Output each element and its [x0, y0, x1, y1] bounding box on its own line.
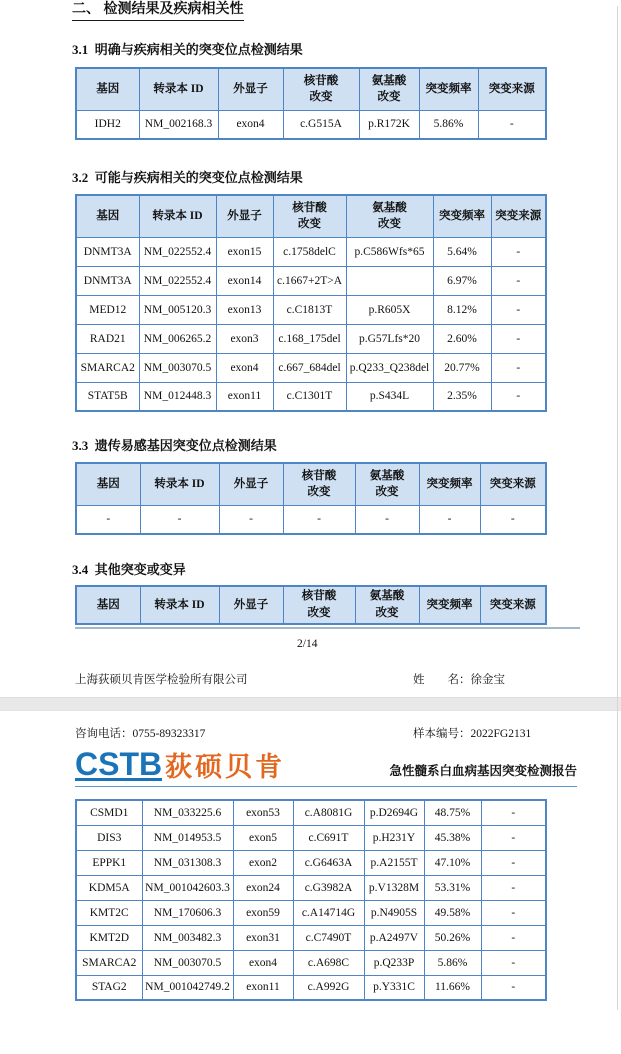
- table-header: [76, 463, 546, 505]
- col-line: 氨基酸: [369, 590, 405, 603]
- col-transcript: 转录本 ID: [139, 195, 216, 237]
- table-cell: -: [481, 975, 546, 1000]
- table-cell: exon53: [233, 800, 293, 825]
- col-gene: 基因: [76, 463, 140, 505]
- table-cell: DIS3: [76, 825, 142, 850]
- table-header-row: [76, 68, 546, 110]
- table-cell: c.G6463A: [293, 850, 364, 875]
- table-cell: -: [480, 505, 546, 534]
- table-cell: EPPK1: [76, 850, 142, 875]
- table-cell: c.C691T: [293, 825, 364, 850]
- table-body: [76, 505, 546, 534]
- table-cell: -: [481, 900, 546, 925]
- col-line: 改变: [298, 218, 321, 231]
- table-cell: exon2: [233, 850, 293, 875]
- col-transcript: 转录本 ID: [140, 586, 219, 624]
- col-line: 氨基酸: [371, 74, 407, 87]
- table-cell: 48.75%: [424, 800, 481, 825]
- table-cell: NM_002168.3: [139, 110, 218, 139]
- table-cell: exon3: [216, 324, 273, 353]
- page-right-edge: [617, 6, 618, 1010]
- table-row: [76, 382, 546, 411]
- table-row: [76, 266, 546, 295]
- table-header-row: [76, 586, 546, 624]
- col-line: 核苷酸: [303, 74, 339, 87]
- table-cell: -: [481, 850, 546, 875]
- table-cell: NM_012448.3: [139, 382, 216, 411]
- table-cell: NM_022552.4: [139, 237, 216, 266]
- table-cell: 11.66%: [424, 975, 481, 1000]
- table-cell: p.V1328M: [364, 875, 424, 900]
- section-3-1-title: 3.1 明确与疾病相关的突变位点检测结果: [72, 42, 303, 57]
- col-nt-change: [283, 586, 355, 624]
- table-cell: -: [140, 505, 219, 534]
- table-cell: -: [491, 353, 546, 382]
- table-cell: -: [491, 295, 546, 324]
- table-cell: exon15: [216, 237, 273, 266]
- table-cell: NM_003070.5: [139, 353, 216, 382]
- table-cell: p.Y331C: [364, 975, 424, 1000]
- table-3-4: [75, 585, 547, 625]
- table-cell: 5.86%: [424, 950, 481, 975]
- table-header-row: [76, 195, 546, 237]
- table-cell: p.R172K: [359, 110, 419, 139]
- table-cell: p.A2155T: [364, 850, 424, 875]
- table-cell: p.S434L: [346, 382, 433, 411]
- table-cell: 49.58%: [424, 900, 481, 925]
- col-mutation-frequency: 突变频率: [419, 463, 480, 505]
- section-3-2-title: 3.2 可能与疾病相关的突变位点检测结果: [72, 170, 303, 185]
- table-cell: 45.38%: [424, 825, 481, 850]
- table-cell: exon13: [216, 295, 273, 324]
- table-cell: -: [481, 925, 546, 950]
- table-cell: c.A14714G: [293, 900, 364, 925]
- col-mutation-origin: 突变来源: [480, 463, 546, 505]
- table-cell: NM_031308.3: [142, 850, 233, 875]
- col-line: 改变: [309, 91, 333, 104]
- table-row: [76, 353, 546, 382]
- table-cell: 50.26%: [424, 925, 481, 950]
- col-aa-change: [355, 463, 419, 505]
- col-mutation-frequency: 突变频率: [419, 586, 480, 624]
- table-row: [76, 110, 546, 139]
- sample-id: 样本编号：2022FG2131: [413, 728, 532, 740]
- table-cell: -: [481, 875, 546, 900]
- table-cell: DNMT3A: [76, 237, 139, 266]
- table-cell: NM_001042749.2: [142, 975, 233, 1000]
- col-line: 改变: [375, 486, 399, 499]
- table-3-2: [75, 194, 547, 412]
- company-name: 上海荻硕贝肯医学检验所有限公司: [75, 674, 248, 686]
- table-cell: -: [481, 950, 546, 975]
- col-mutation-frequency: 突变频率: [433, 195, 491, 237]
- table-header: [76, 586, 546, 624]
- table-cell: -: [491, 266, 546, 295]
- table-cell: p.C586Wfs*65: [346, 237, 433, 266]
- col-line: 核苷酸: [301, 469, 337, 482]
- table-cell: RAD21: [76, 324, 139, 353]
- table-cell: 2.35%: [433, 382, 491, 411]
- table-cell: NM_005120.3: [139, 295, 216, 324]
- table-cell: CSMD1: [76, 800, 142, 825]
- col-aa-change: [346, 195, 433, 237]
- table-cell: NM_033225.6: [142, 800, 233, 825]
- table-cell: c.C1813T: [273, 295, 346, 324]
- table-row: [76, 975, 546, 1000]
- patient-name: 姓 名：徐金宝: [413, 674, 505, 686]
- table-cell: c.C1301T: [273, 382, 346, 411]
- table-cell: 20.77%: [433, 353, 491, 382]
- table-cell: c.C7490T: [293, 925, 364, 950]
- company-phone: 咨询电话：0755-89323317: [75, 728, 206, 740]
- table-3-1: [75, 67, 547, 140]
- table-cell: 8.12%: [433, 295, 491, 324]
- table-cell: -: [219, 505, 283, 534]
- table-row: [76, 850, 546, 875]
- col-aa-change: [355, 586, 419, 624]
- col-mutation-origin: 突变来源: [491, 195, 546, 237]
- section-2-heading-clipped: [72, 0, 621, 15]
- table-header-row: [76, 463, 546, 505]
- col-exon: 外显子: [218, 68, 283, 110]
- page-2-header: [75, 746, 577, 787]
- table-cell: exon14: [216, 266, 273, 295]
- table-cell: c.1758delC: [273, 237, 346, 266]
- report-title: 急性髓系白血病基因突变检测报告: [389, 764, 577, 778]
- table-cell: 2.60%: [433, 324, 491, 353]
- table-cell: exon4: [218, 110, 283, 139]
- table-cell: IDH2: [76, 110, 139, 139]
- table-cell: p.R605X: [346, 295, 433, 324]
- table-row: [76, 237, 546, 266]
- continuation-table-wrap: [0, 799, 621, 1001]
- table-cell: 5.86%: [419, 110, 478, 139]
- table-cell: exon5: [233, 825, 293, 850]
- table-cell: p.H231Y: [364, 825, 424, 850]
- col-line: 核苷酸: [301, 590, 337, 603]
- col-mutation-origin: 突变来源: [480, 586, 546, 624]
- col-transcript: 转录本 ID: [139, 68, 218, 110]
- table-header: [76, 68, 546, 110]
- col-nt-change: [283, 68, 359, 110]
- table-cell: KMT2D: [76, 925, 142, 950]
- col-line: 氨基酸: [369, 469, 405, 482]
- table-cell: NM_022552.4: [139, 266, 216, 295]
- table-cell: -: [355, 505, 419, 534]
- table-cell: p.N4905S: [364, 900, 424, 925]
- col-nt-change: [273, 195, 346, 237]
- table-cell: -: [76, 505, 140, 534]
- table-cell: exon11: [216, 382, 273, 411]
- table-cell: exon24: [233, 875, 293, 900]
- table-cell: DNMT3A: [76, 266, 139, 295]
- col-mutation-origin: 突变来源: [478, 68, 546, 110]
- table-body: [76, 110, 546, 139]
- table-cell: MED12: [76, 295, 139, 324]
- table-cell: STAG2: [76, 975, 142, 1000]
- table-cell: -: [491, 382, 546, 411]
- table-cell: KMT2C: [76, 900, 142, 925]
- table-cell: 47.10%: [424, 850, 481, 875]
- col-gene: 基因: [76, 195, 139, 237]
- table-cell: -: [283, 505, 355, 534]
- table-row: [76, 800, 546, 825]
- col-line: 氨基酸: [372, 201, 407, 214]
- table-cell: 53.31%: [424, 875, 481, 900]
- table-cell: c.168_175del: [273, 324, 346, 353]
- table-cell: c.G3982A: [293, 875, 364, 900]
- table-cell: -: [491, 324, 546, 353]
- col-exon: 外显子: [219, 463, 283, 505]
- col-line: 改变: [307, 607, 331, 619]
- col-exon: 外显子: [216, 195, 273, 237]
- table-cell: c.1667+2T>A: [273, 266, 346, 295]
- table-cell: p.Q233P: [364, 950, 424, 975]
- table-cell: p.D2694G: [364, 800, 424, 825]
- col-nt-change: [283, 463, 355, 505]
- table-cell: p.A2497V: [364, 925, 424, 950]
- table-3-4-continued: [75, 799, 547, 1001]
- table-cell: KDM5A: [76, 875, 142, 900]
- table-row: [76, 295, 546, 324]
- col-line: 改变: [378, 218, 401, 231]
- table-row: [76, 900, 546, 925]
- table-cell: exon31: [233, 925, 293, 950]
- table-cell: p.Q233_Q238del: [346, 353, 433, 382]
- col-gene: 基因: [76, 68, 139, 110]
- table-header: [76, 195, 546, 237]
- table-cell: exon59: [233, 900, 293, 925]
- table-cell: NM_170606.3: [142, 900, 233, 925]
- table-cell: exon4: [216, 353, 273, 382]
- table-row: [76, 875, 546, 900]
- col-exon: 外显子: [219, 586, 283, 624]
- table-cell: c.667_684del: [273, 353, 346, 382]
- col-gene: 基因: [76, 586, 140, 624]
- table-cell: -: [491, 237, 546, 266]
- table-cell: exon4: [233, 950, 293, 975]
- table-cell: NM_006265.2: [139, 324, 216, 353]
- col-mutation-frequency: 突变频率: [419, 68, 478, 110]
- table-cell: p.G57Lfs*20: [346, 324, 433, 353]
- table-cell: NM_014953.5: [142, 825, 233, 850]
- col-line: 核苷酸: [292, 201, 327, 214]
- section-3-4-title: 3.4 其他突变或变异: [72, 562, 186, 577]
- table-cell: 6.97%: [433, 266, 491, 295]
- table-body: [76, 800, 546, 1000]
- table-row: [76, 505, 546, 534]
- table-cell: -: [419, 505, 480, 534]
- table-cell: NM_001042603.3: [142, 875, 233, 900]
- table-row: [76, 950, 546, 975]
- table-cell: c.G515A: [283, 110, 359, 139]
- company-logo-chinese: 荻硕贝肯: [165, 752, 286, 782]
- table-cell: -: [481, 800, 546, 825]
- section-3-3-title: 3.3 遗传易感基因突变位点检测结果: [72, 438, 277, 453]
- table-cell: [346, 266, 433, 295]
- table-body: [76, 237, 546, 411]
- col-transcript: 转录本 ID: [140, 463, 219, 505]
- col-aa-change: [359, 68, 419, 110]
- table-row: [76, 825, 546, 850]
- table-cell: 5.64%: [433, 237, 491, 266]
- table-cell: NM_003482.3: [142, 925, 233, 950]
- col-line: 改变: [307, 486, 331, 499]
- table-row: [76, 925, 546, 950]
- table-3-3: [75, 462, 547, 535]
- table-cell: SMARCA2: [76, 353, 139, 382]
- table-cell: c.A8081G: [293, 800, 364, 825]
- table-row: [76, 324, 546, 353]
- col-line: 改变: [377, 91, 401, 104]
- table-cell: exon11: [233, 975, 293, 1000]
- section-2-heading: 二、 检测结果及疾病相关性: [72, 0, 244, 21]
- table-cell: c.A992G: [293, 975, 364, 1000]
- col-line: 改变: [375, 607, 399, 619]
- report-page-2: [0, 746, 621, 1054]
- table-cell: STAT5B: [76, 382, 139, 411]
- cstb-logo: CSTB: [75, 746, 163, 782]
- table-cell: NM_003070.5: [142, 950, 233, 975]
- table-cell: SMARCA2: [76, 950, 142, 975]
- page-number: 2/14: [297, 638, 318, 650]
- table-cell: c.A698C: [293, 950, 364, 975]
- table-cell: -: [481, 825, 546, 850]
- table-cell: -: [478, 110, 546, 139]
